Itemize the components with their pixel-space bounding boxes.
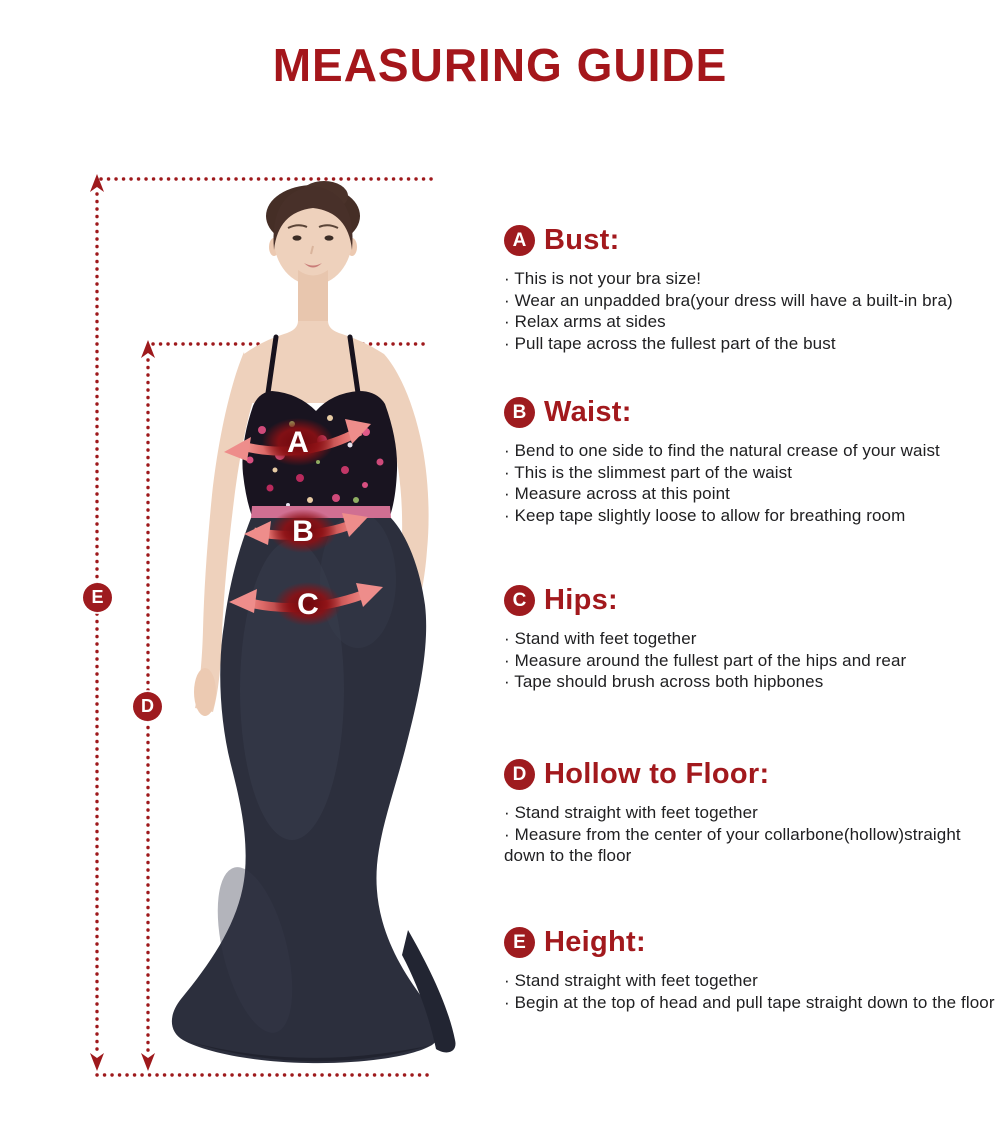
hips-badge: C [504,585,535,616]
left-eye [293,235,302,240]
section-bust [504,224,996,354]
hips-marker-label: C [297,588,319,621]
waist-heading: Waist: [544,396,632,428]
height-badge: E [504,927,535,958]
hollow-to-floor-bullet: · Stand straight with feet together [504,803,758,822]
hips-heading: Hips: [544,584,618,616]
bust-badge: A [504,225,535,256]
bust-bullet: · This is not your bra size! [504,269,702,288]
measurement-line-arrowheads [90,174,155,1071]
height-bullet: · Stand straight with feet together [504,971,758,990]
section-height [504,926,996,1013]
hips-bullet: · Measure around the fullest part of the hips and rear [504,650,907,670]
waist-marker-label: B [292,515,314,548]
height-heading: Height: [544,926,646,958]
bust-bullet: · Pull tape across the fullest part of the bust [504,333,836,353]
waist-bullet: · Keep tape slightly loose to allow for breathing room [504,505,906,525]
height-bullet: · Begin at the top of head and pull tape straight down to the floor [504,992,995,1012]
height-line-down-arrow [90,1053,104,1071]
hips-bullet: · Tape should brush across both hipbones [504,672,824,691]
waist-badge: B [504,397,535,428]
bust-marker-label: A [287,426,309,459]
chest [240,321,389,403]
height-marker: E [83,583,112,612]
right-eye [325,235,334,240]
hollow-to-floor-marker: D [133,692,162,721]
hollow-to-floor-bullet: · Measure from the center of your collarbone(hollow)straight down to the floor [504,824,961,865]
waist-bullet: · Bend to one side to find the natural crease of your waist [504,441,940,460]
waist-bullet: · Measure across at this point [504,484,730,503]
hollow-to-floor-badge: D [504,759,535,790]
waist-bullet: · This is the slimmest part of the waist [504,462,793,482]
bust-bullet: · Relax arms at sides [504,312,666,331]
section-waist [504,396,996,526]
hips-bullet: · Stand with feet together [504,629,697,648]
bust-heading: Bust: [544,224,620,256]
hollow-to-floor-heading: Hollow to Floor: [544,758,770,790]
height-line-up-arrow [90,174,104,192]
bust-bullet: · Wear an unpadded bra(your dress will have a built-in bra) [504,290,953,310]
hollow-line-down-arrow [141,1053,155,1071]
page-title: MEASURING GUIDE [272,39,728,91]
left-hand [194,668,216,716]
section-hollow-to-floor [504,758,996,867]
section-hips [504,584,996,693]
